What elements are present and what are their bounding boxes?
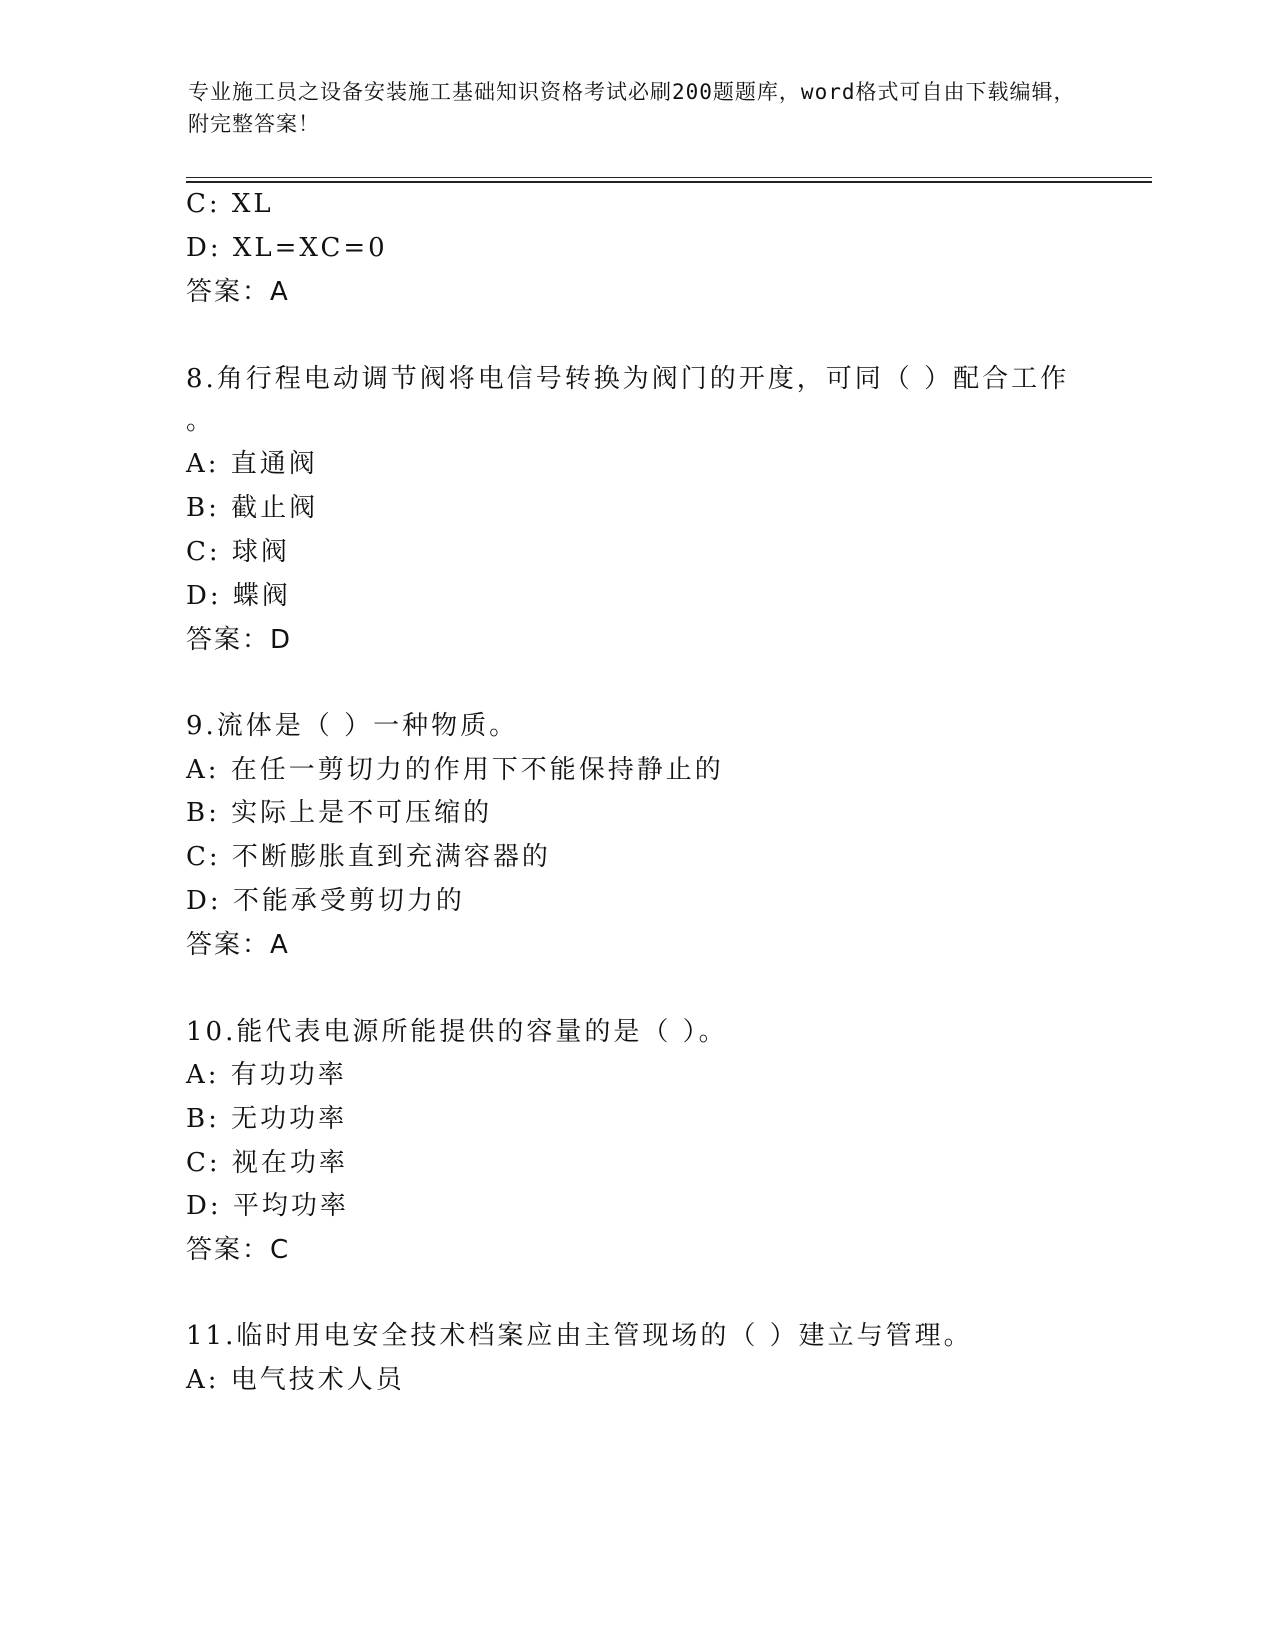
q10-stem: 10.能代表电源所能提供的容量的是（ ）。 (186, 1017, 728, 1047)
q11-stem: 11.临时用电安全技术档案应由主管现场的（ ）建立与管理。 (186, 1321, 973, 1351)
q8-stem-line2: 。 (186, 406, 216, 436)
q9-option-a: A: 在任一剪切力的作用下不能保持静止的 (186, 755, 724, 785)
q8-option-a: A: 直通阀 (186, 449, 318, 479)
q9-option-d: D: 不能承受剪切力的 (186, 886, 465, 916)
q8-answer: 答案：D (186, 625, 293, 655)
q9-answer: 答案：A (186, 930, 290, 960)
document-header: 专业施工员之设备安装施工基础知识资格考试必刷200题题库，word格式可自由下载编辑，附完整答案！ (188, 80, 1076, 136)
q8-option-c: C: 球阀 (186, 537, 290, 567)
header-divider-thick (186, 181, 1152, 183)
q9-stem: 9.流体是（ ）一种物质。 (186, 711, 519, 741)
q8-option-b: B: 截止阀 (186, 493, 319, 523)
q7-answer: 答案：A (186, 277, 290, 307)
q8-option-d: D: 蝶阀 (186, 581, 291, 611)
q10-option-b: B: 无功功率 (186, 1104, 348, 1134)
q10-option-c: C: 视在功率 (186, 1148, 348, 1178)
q11-option-a: A: 电气技术人员 (186, 1365, 405, 1395)
q9-option-c: C: 不断膨胀直到充满容器的 (186, 842, 551, 872)
q7-option-c: C: XL (186, 189, 274, 219)
q10-option-d: D: 平均功率 (186, 1191, 349, 1221)
q10-answer: 答案：C (186, 1235, 291, 1265)
header-divider-thin (186, 177, 1152, 178)
q9-option-b: B: 实际上是不可压缩的 (186, 798, 493, 828)
q8-stem-line1: 8.角行程电动调节阀将电信号转换为阀门的开度，可同（ ）配合工作 (186, 364, 1070, 394)
q10-option-a: A: 有功功率 (186, 1060, 347, 1090)
q7-option-d: D: XL=XC=0 (186, 233, 388, 263)
